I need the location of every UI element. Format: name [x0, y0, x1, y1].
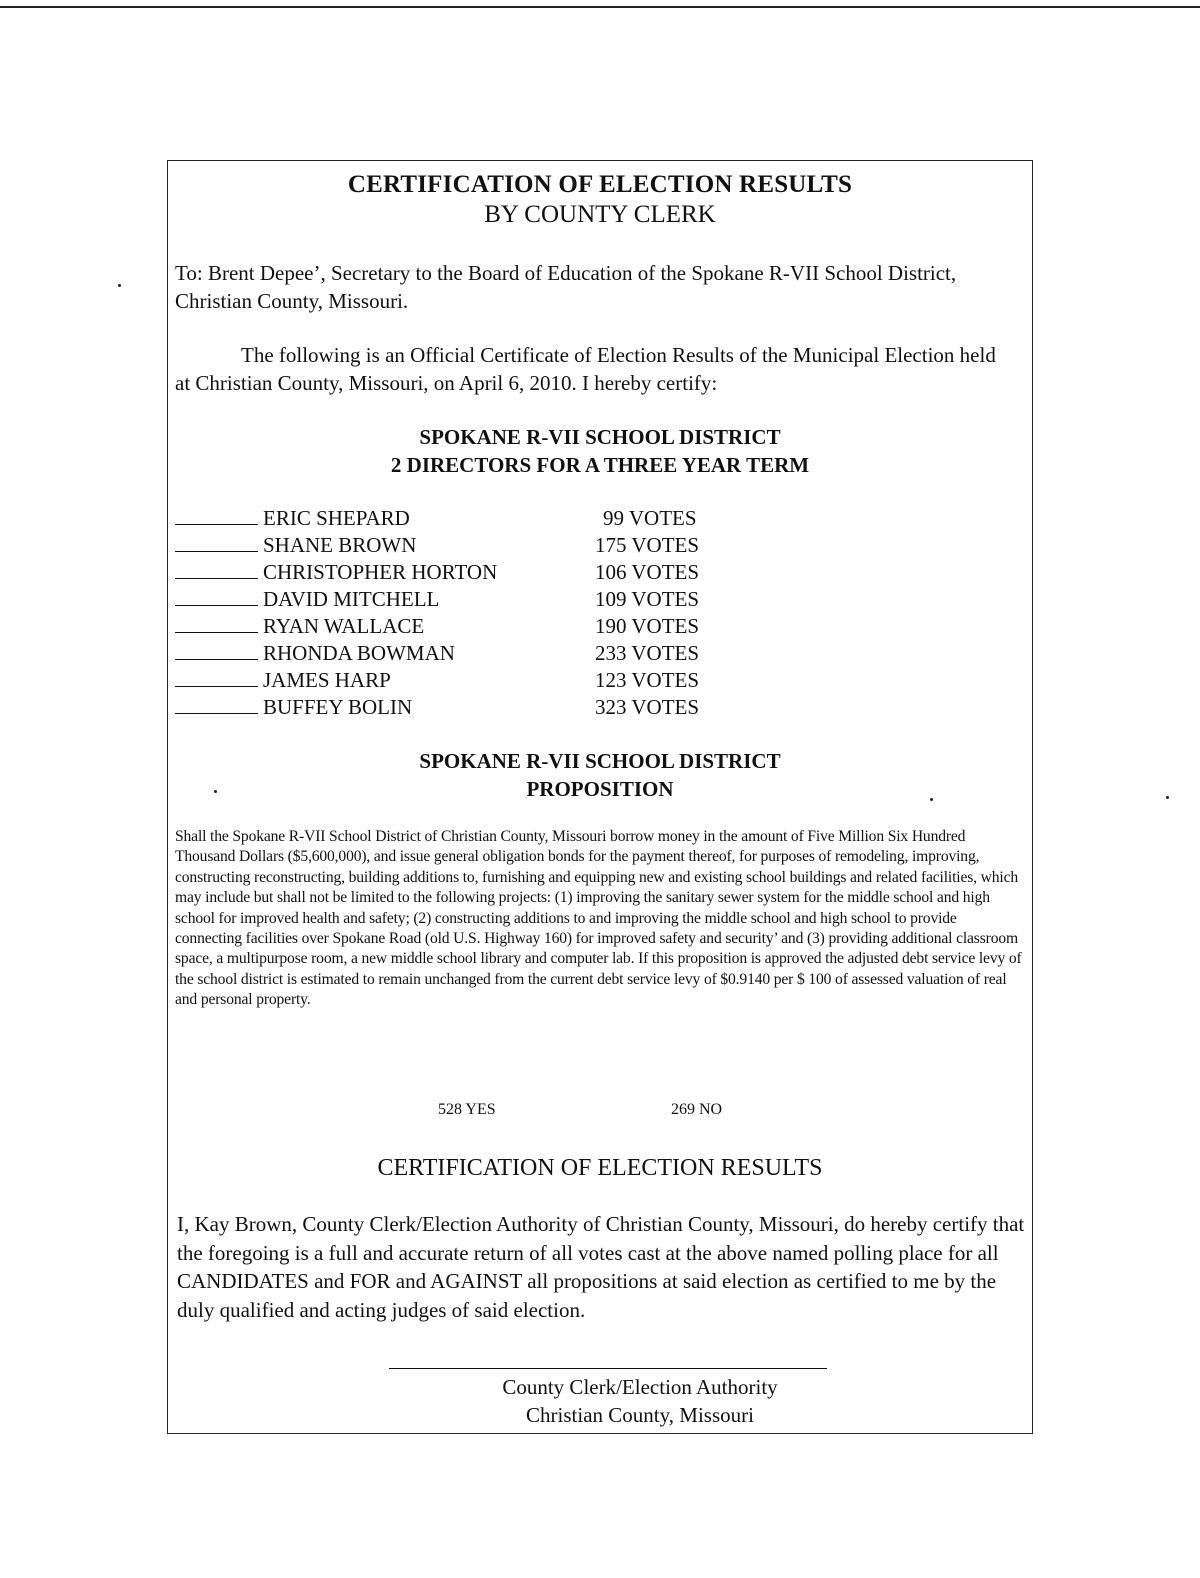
candidate-votes: 123 VOTES [595, 668, 700, 692]
directors-heading-line1: SPOKANE R-VII SCHOOL DISTRICT [419, 425, 781, 449]
candidate-votes: 190 VOTES [595, 614, 700, 638]
candidate-mark-blank [175, 632, 258, 633]
candidate-mark-blank [175, 659, 258, 660]
candidate-row [175, 505, 875, 532]
proposition-heading-line1: SPOKANE R-VII SCHOOL DISTRICT [419, 749, 781, 773]
candidate-row [175, 694, 875, 721]
document-title: CERTIFICATION OF ELECTION RESULTS [347, 171, 853, 198]
proposition-yes-result: 528 YES [438, 1101, 496, 1118]
candidate-name: ERIC SHEPARD [263, 506, 410, 530]
candidate-votes: 99 VOTES [603, 506, 697, 530]
candidate-name: JAMES HARP [263, 668, 391, 692]
candidate-votes: 323 VOTES [595, 695, 700, 719]
signature-title-line2: Christian County, Missouri [526, 1403, 754, 1427]
candidate-name: BUFFEY BOLIN [263, 695, 413, 719]
candidate-list [175, 505, 875, 721]
intro-paragraph: The following is an Official Certificate of Election Results of the Municipal Election held at Christian County, Missouri, on April 6, 2010. I hereby certify: [175, 343, 996, 395]
candidate-row [175, 532, 875, 559]
candidate-mark-blank [175, 578, 258, 579]
candidate-mark-blank [175, 551, 258, 552]
scan-speck [118, 284, 121, 287]
scan-speck [1166, 796, 1169, 799]
scan-top-edge-line [0, 6, 1200, 8]
proposition-heading-line2: PROPOSITION [526, 777, 674, 801]
proposition-no-result: 269 NO [671, 1101, 723, 1118]
candidate-row [175, 640, 875, 667]
addressee-paragraph: To: Brent Depee’, Secretary to the Board of Education of the Spokane R-VII School District, Christian County, Missouri. [175, 261, 957, 313]
certification-heading: CERTIFICATION OF ELECTION RESULTS [377, 1155, 823, 1181]
document-subtitle: BY COUNTY CLERK [484, 201, 716, 228]
signature-line [389, 1368, 827, 1369]
directors-section-heading [168, 423, 1032, 479]
candidate-row [175, 586, 875, 613]
candidate-mark-blank [175, 686, 258, 687]
candidate-mark-blank [175, 605, 258, 606]
candidate-votes: 109 VOTES [595, 587, 700, 611]
candidate-votes: 106 VOTES [595, 560, 700, 584]
candidate-row [175, 613, 875, 640]
certification-paragraph: I, Kay Brown, County Clerk/Election Authority of Christian County, Missouri, do hereby certify that the foregoing is a full and accurate return of all votes cast at the above named polling place for all CANDIDATES and FOR and AGAINST all propositions at said election as certified to me by the duly qualified and acting judges of said election. [177, 1212, 1025, 1322]
candidate-row [175, 559, 875, 586]
candidate-name: DAVID MITCHELL [263, 587, 440, 611]
certificate-frame [167, 160, 1033, 1434]
candidate-name: RYAN WALLACE [263, 614, 425, 638]
candidate-votes: 175 VOTES [595, 533, 700, 557]
candidate-row [175, 667, 875, 694]
proposition-section-heading [168, 747, 1032, 803]
candidate-name: SHANE BROWN [263, 533, 417, 557]
candidate-votes: 233 VOTES [595, 641, 700, 665]
proposition-text: Shall the Spokane R-VII School District of Christian County, Missouri borrow money in the amount of Five Million Six Hundred Thousand Dollars ($5,600,000), and issue general obligation bonds for the payment thereof, for purposes of remodeling, improving, constructing reconstructing, building additions to, furnishing and equipping new and existing school buildings and related facilities, which may include but shall not be limited to the following projects: (1) improving the sanitary sewer system for the middle school and high school for improved health and safety; (2) constructing additions to and improving the middle school and high school to provide connecting facilities over Spokane Road (old U.S. Highway 160) for improved safety and security’ and (3) providing additional classroom space, a multipurpose room, a new middle school library and computer lab. If this proposition is approved the adjusted debt service levy of the school district is estimated to remain unchanged from the current debt service levy of $0.9140 per $ 100 of assessed valuation of real and personal property. [175, 828, 1022, 1009]
signature-title-line1: County Clerk/Election Authority [502, 1375, 778, 1399]
candidate-mark-blank [175, 713, 258, 714]
candidate-name: RHONDA BOWMAN [263, 641, 455, 665]
directors-heading-line2: 2 DIRECTORS FOR A THREE YEAR TERM [390, 453, 810, 477]
candidate-name: CHRISTOPHER HORTON [263, 560, 498, 584]
candidate-mark-blank [175, 524, 258, 525]
